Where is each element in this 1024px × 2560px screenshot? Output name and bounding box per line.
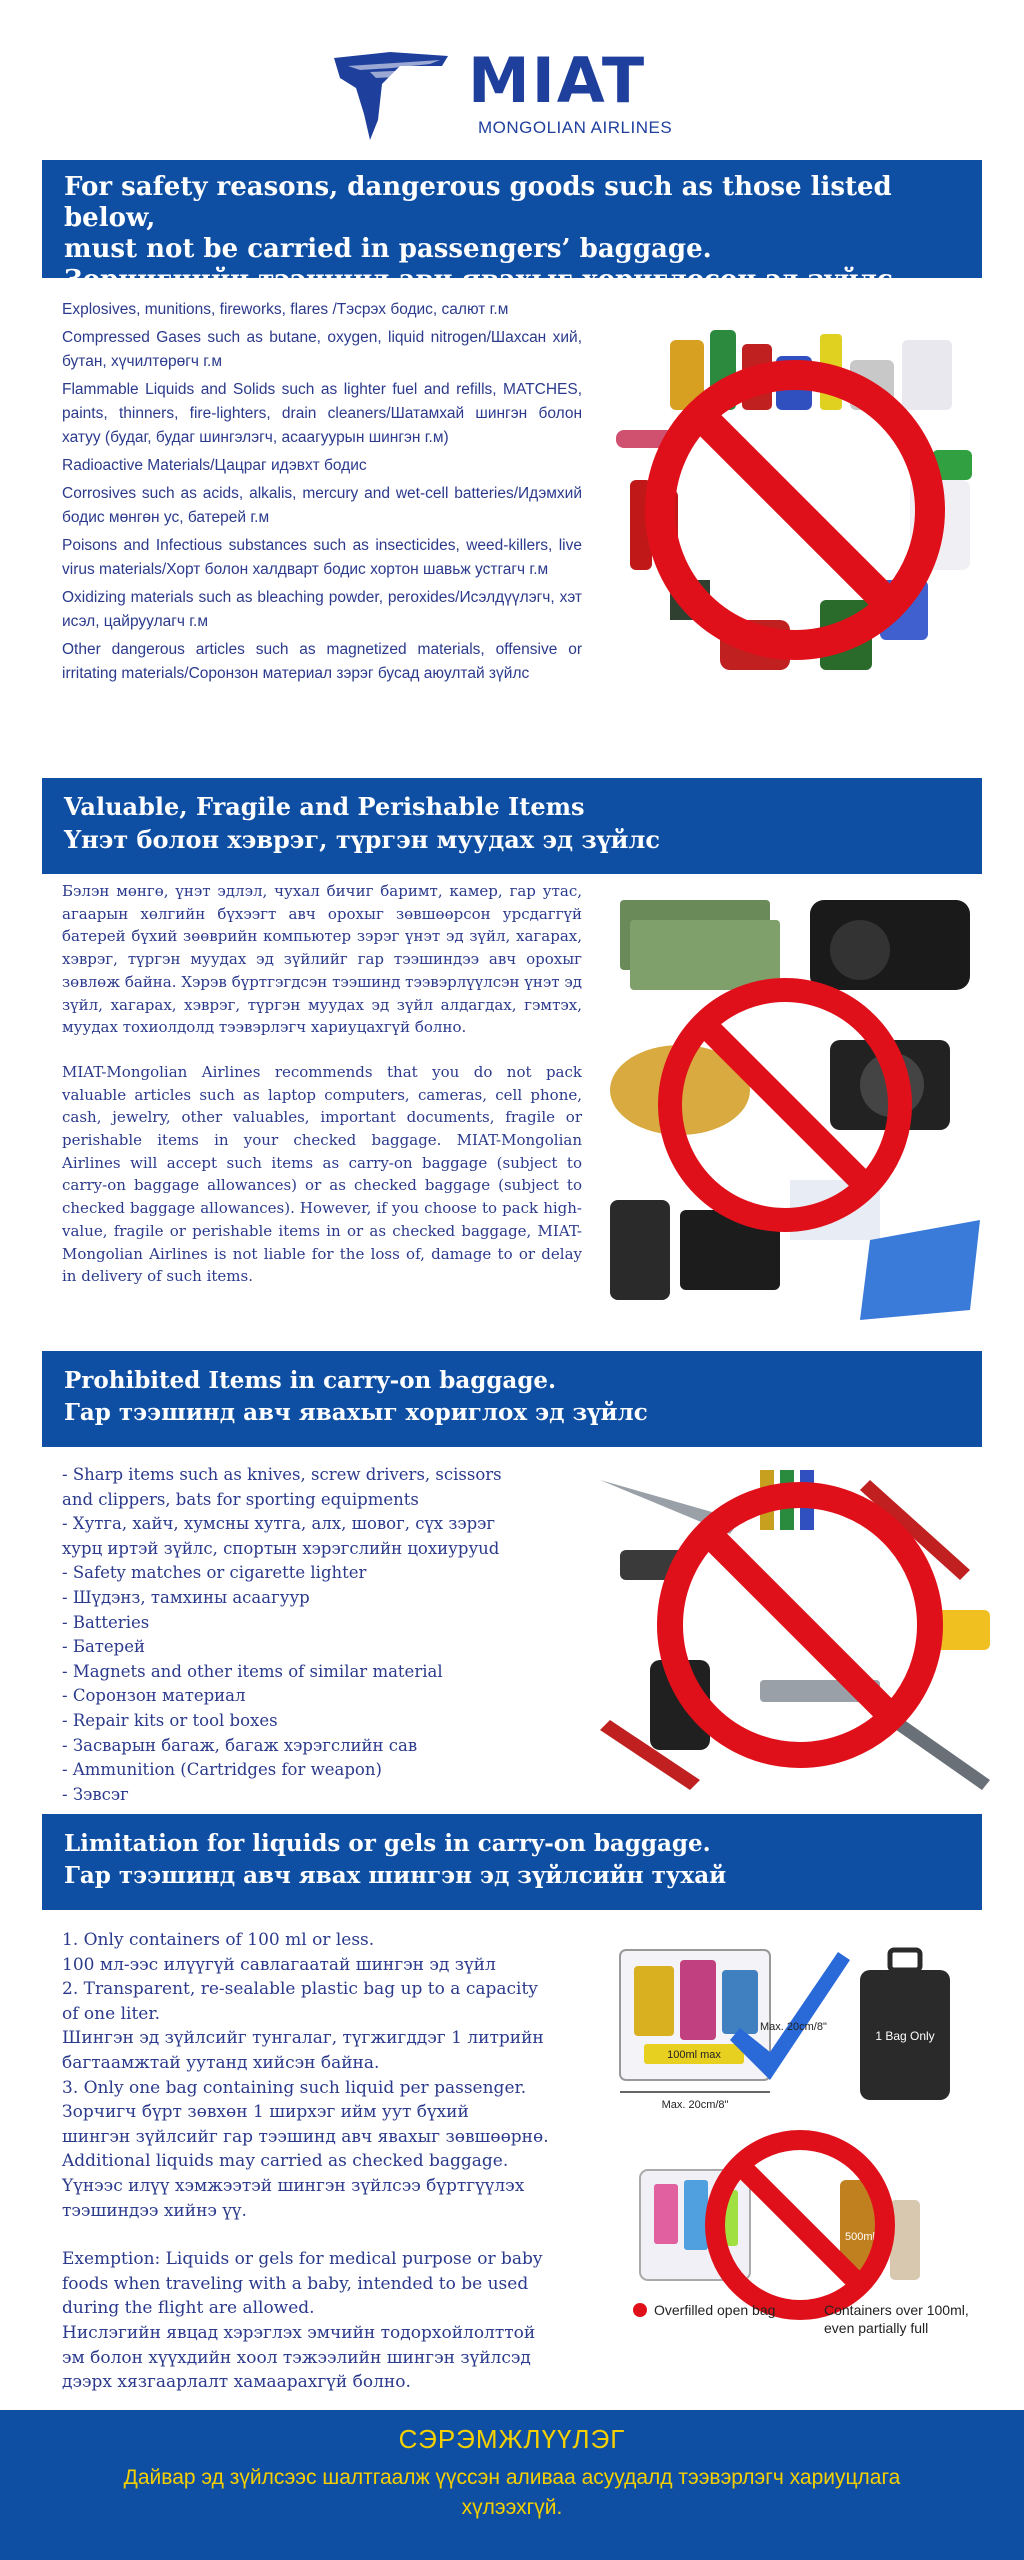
rule-line: of one liter. xyxy=(62,2003,161,2024)
hazardous-items-icon xyxy=(610,330,990,730)
label-500ml: 500ml xyxy=(845,2231,875,2243)
exemption-line: during the flight are allowed. xyxy=(62,2298,315,2319)
list-item: Explosives, munitions, fireworks, flares /Тэсрэх бодис, салют г.м xyxy=(62,301,509,318)
containers-over-caption-1: Containers over 100ml, xyxy=(824,2302,969,2318)
carryon-prohibited-illustration xyxy=(590,1460,1000,1800)
list-item: Radioactive Materials/Цацраг идэвхт бодис xyxy=(62,457,367,474)
section1-title-line1: For safety reasons, dangerous goods such as those listed below, xyxy=(64,172,892,233)
list-item: - Ammunition (Cartridges for weapon) xyxy=(62,1760,382,1780)
list-item: - Хутга, хайч, хумсны хутга, алх, шовог, сүх зэрэг xyxy=(62,1514,496,1534)
section1-title-line3: Зорчигчийн тээшинд авч явахыг хориглосон эд зүйлс. xyxy=(64,265,902,295)
exemption-line: Нислэгийн явцад хэрэглэх эмчийн тодорхойлолттой xyxy=(62,2322,536,2343)
valuables-paragraph-en: MIAT-Mongolian Airlines recommends that you do not pack valuable articles such as laptop computers, cameras, cell phone, cash, jewelry, other valuables, important documents, fragile or perishable items in your checked baggage. MIAT-Mongolian Airlines will accept such items as carry-on baggage (subject to carry-on baggage allowances) or as checked baggage (subject to checked baggage allowances). However, if you choose to pack high-value, fragile or perishable items in or as checked baggage, MIAT-Mongolian Airlines is not liable for the loss of, damage to or delay in delivery of such items. xyxy=(62,1062,582,1286)
list-item: - Батерей xyxy=(62,1637,145,1657)
rule-line: 3. Only one bag containing such liquid per passenger. xyxy=(62,2077,527,2098)
logo-wordmark: MIAT xyxy=(468,44,647,117)
valuables-icon xyxy=(610,880,990,1330)
dangerous-goods-list xyxy=(62,298,582,690)
liquids-illustration xyxy=(610,1940,990,2350)
list-item: Compressed Gases such as butane, oxygen, liquid nitrogen/Шахсан хий, бутан, хүчилтөрөгч г.м xyxy=(62,329,582,370)
list-item: - Repair kits or tool boxes xyxy=(62,1710,278,1730)
logo-wing-icon xyxy=(330,44,450,144)
bag-only-caption: 1 Bag Only xyxy=(875,2029,935,2043)
section4-title-line2: Гар тээшинд авч явах шингэн эд зүйлсийн тухай xyxy=(64,1862,727,1889)
liquids-bag-icon xyxy=(610,1940,990,2350)
rule-line: тээшиндээ хийнэ үү. xyxy=(62,2200,247,2221)
max-width-caption: Max. 20cm/8" xyxy=(661,2099,729,2111)
valuables-paragraph-mn: Бэлэн мөнгө, үнэт эдлэл, чухал бичиг баримт, камер, гар утас, агаарын хөлгийн бүхээгт авч орохыг зөвшөөрсон урсдаггүй батерей бүхий зөөврийн компьютер зэрэг үнэт эд зүйл, хагарах, хэврэг, түргэн муудах эд зүйлийг гар тээшиндээ авч орохыг зөвлөж байна. Хэрэв бүртгэгдсэн тээшинд тээвэрлүүлсэн үнэт эд зүйл, хагарах, хэврэг, түргэн муудах эд зүйл алдагдах, гэмтэх, муудах тохиолдолд тээвэрлэгч хариуцахгүй болно. xyxy=(62,882,582,1037)
rule-line: Additional liquids may carried as checked baggage. xyxy=(62,2151,509,2172)
rule-line: шингэн зүйлсийг гар тээшинд авч явахыг зөвшөөрнө. xyxy=(62,2126,549,2147)
liquids-rules xyxy=(62,1928,622,2395)
rule-line: Шингэн эд зүйлсийг тунгалаг, түгжигддэг 1 литрийн xyxy=(62,2028,544,2049)
miat-logo xyxy=(330,44,690,144)
page-header xyxy=(0,0,1024,160)
section-liquids-banner xyxy=(42,1814,982,1910)
rule-line: 100 мл-ээс илүүгүй савлагаатай шингэн эд зүйл xyxy=(62,1954,496,1975)
warning-body: Дайвар эд зүйлсээс шалтгаалж үүссэн аливаа асуудалд тээвэрлэгч хариуцлага хүлээхгүй. xyxy=(123,2466,901,2519)
list-item: - Шүдэнз, тамхины асаагуур xyxy=(62,1587,310,1607)
list-item: - Sharp items such as knives, screw drivers, scissors xyxy=(62,1465,502,1484)
list-item: хурц иртэй зүйлс, спортын хэрэгслийн цохиуруud xyxy=(62,1538,500,1558)
section3-title-line2: Гар тээшинд авч явахыг хориглох эд зүйлс xyxy=(64,1399,648,1426)
list-item: - Соронзон материал xyxy=(62,1686,246,1706)
liability-warning xyxy=(0,2410,1024,2560)
rule-line: Үүнээс илүү хэмжээтэй шингэн зүйлсээ бүртгүүлэх xyxy=(62,2175,525,2196)
list-item: Poisons and Infectious substances such as insecticides, weed-killers, live virus materials/Хорт болон халдварт бодис хортон шавьж устгагч г.м xyxy=(62,537,582,578)
overfilled-caption: Overfilled open bag xyxy=(654,2302,776,2318)
exemption-line: foods when traveling with a baby, intended to be used xyxy=(62,2273,529,2294)
rule-line: багтаамжтай уутанд хийсэн байна. xyxy=(62,2052,380,2073)
list-item: - Зэвсэг xyxy=(62,1784,129,1804)
section4-title-line1: Limitation for liquids or gels in carry-on baggage. xyxy=(64,1830,711,1857)
max-height-caption: Max. 20cm/8" xyxy=(760,2021,827,2033)
section2-title-line1: Valuable, Fragile and Perishable Items xyxy=(64,792,585,821)
list-item: - Batteries xyxy=(62,1612,150,1632)
list-item: - Safety matches or cigarette lighter xyxy=(62,1563,367,1583)
sharp-items-icon xyxy=(590,1460,1000,1800)
carryon-prohibited-list xyxy=(62,1463,622,1807)
section-valuables-banner xyxy=(42,778,982,874)
valuables-text xyxy=(62,880,582,1310)
list-item: - Magnets and other items of similar material xyxy=(62,1661,443,1681)
warning-title: СЭРЭМЖЛҮҮЛЭГ xyxy=(398,2424,626,2454)
section1-title-line2: must not be carried in passengers’ baggage. xyxy=(64,234,712,264)
list-item: Corrosives such as acids, alkalis, mercury and wet-cell batteries/Идэмхий бодис мөнгөн ус, батерей г.м xyxy=(62,485,582,526)
list-item: Other dangerous articles such as magnetized materials, offensive or irritating materials/Соронзон материал зэрэг бусад аюултай зүйлс xyxy=(62,641,582,682)
valuables-illustration xyxy=(610,880,990,1330)
list-item: - Засварын багаж, багаж хэрэгслийн сав xyxy=(62,1735,418,1755)
list-item: Oxidizing materials such as bleaching powder, peroxides/Исэлдүүлэгч, хэт исэл, цайруулагч г.м xyxy=(62,589,582,630)
containers-over-caption-2: even partially full xyxy=(824,2320,929,2336)
section-carryon-prohibited-banner xyxy=(42,1351,982,1447)
list-item: Flammable Liquids and Solids such as lighter fuel and refills, MATCHES, paints, thinners, fire-lighters, drain cleaners/Шатамхай шингэн болон хатуу (будаг, будаг шингэлэгч, асаагуурын шингэн г.м) xyxy=(62,381,582,446)
exemption-line: эм болон хүүхдийн хоол тэжээлийн шингэн зүйлсэд xyxy=(62,2347,531,2368)
label-100ml: 100ml max xyxy=(667,2049,721,2061)
dangerous-goods-illustration xyxy=(610,330,990,730)
rule-line: 2. Transparent, re-sealable plastic bag up to a capacity xyxy=(62,1979,538,2000)
section3-title-line1: Prohibited Items in carry-on baggage. xyxy=(64,1367,557,1394)
rule-line: 1. Only containers of 100 ml or less. xyxy=(62,1930,375,1950)
section2-title-line2: Үнэт болон хэврэг, түргэн муудах эд зүйлс xyxy=(64,825,661,854)
rule-line: Зорчигч бүрт зөвхөн 1 ширхэг ийм уут бүхий xyxy=(62,2102,469,2123)
logo-subtitle: MONGOLIAN AIRLINES xyxy=(478,118,673,137)
list-item: and clippers, bats for sporting equipments xyxy=(62,1489,419,1509)
section-dangerous-goods-banner xyxy=(42,160,982,295)
exemption-line: дээрх хязгаарлалт хамаарахгүй болно. xyxy=(62,2372,411,2393)
exemption-line: Exemption: Liquids or gels for medical purpose or baby xyxy=(62,2249,543,2270)
